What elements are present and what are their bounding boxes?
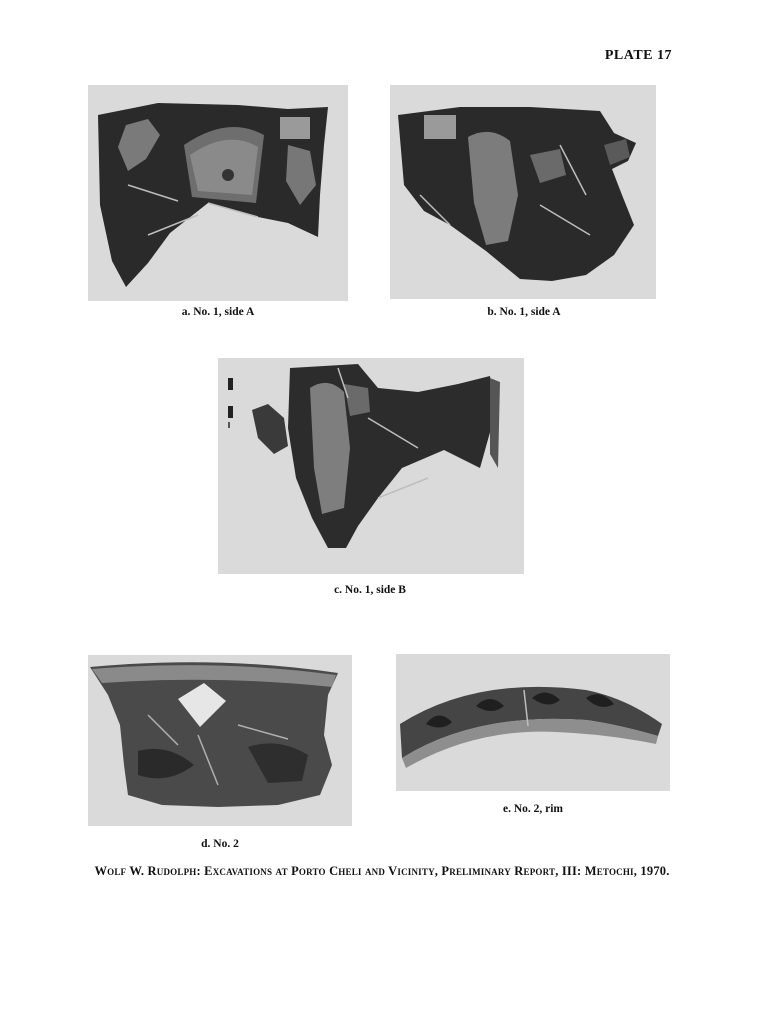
caption-d: d. No. 2 (201, 838, 239, 850)
caption-a: a. No. 1, side A (181, 306, 255, 318)
caption-c: c. No. 1, side B (334, 584, 406, 596)
footer-credit: Wolf W. Rudolph: Excavations at Porto Cheli and Vicinity, Preliminary Report, III: Metochi, 1970. (94, 864, 670, 878)
plate-label: PLATE 17 (604, 48, 672, 63)
caption-b: b. No. 1, side A (487, 306, 561, 318)
photo-c-sherd (218, 358, 524, 574)
photo-d-sherd (88, 655, 352, 826)
caption-e: e. No. 2, rim (502, 803, 564, 815)
photo-e-sherd (396, 654, 670, 791)
photo-b-sherd (390, 85, 656, 299)
photo-a-sherd (88, 85, 348, 301)
